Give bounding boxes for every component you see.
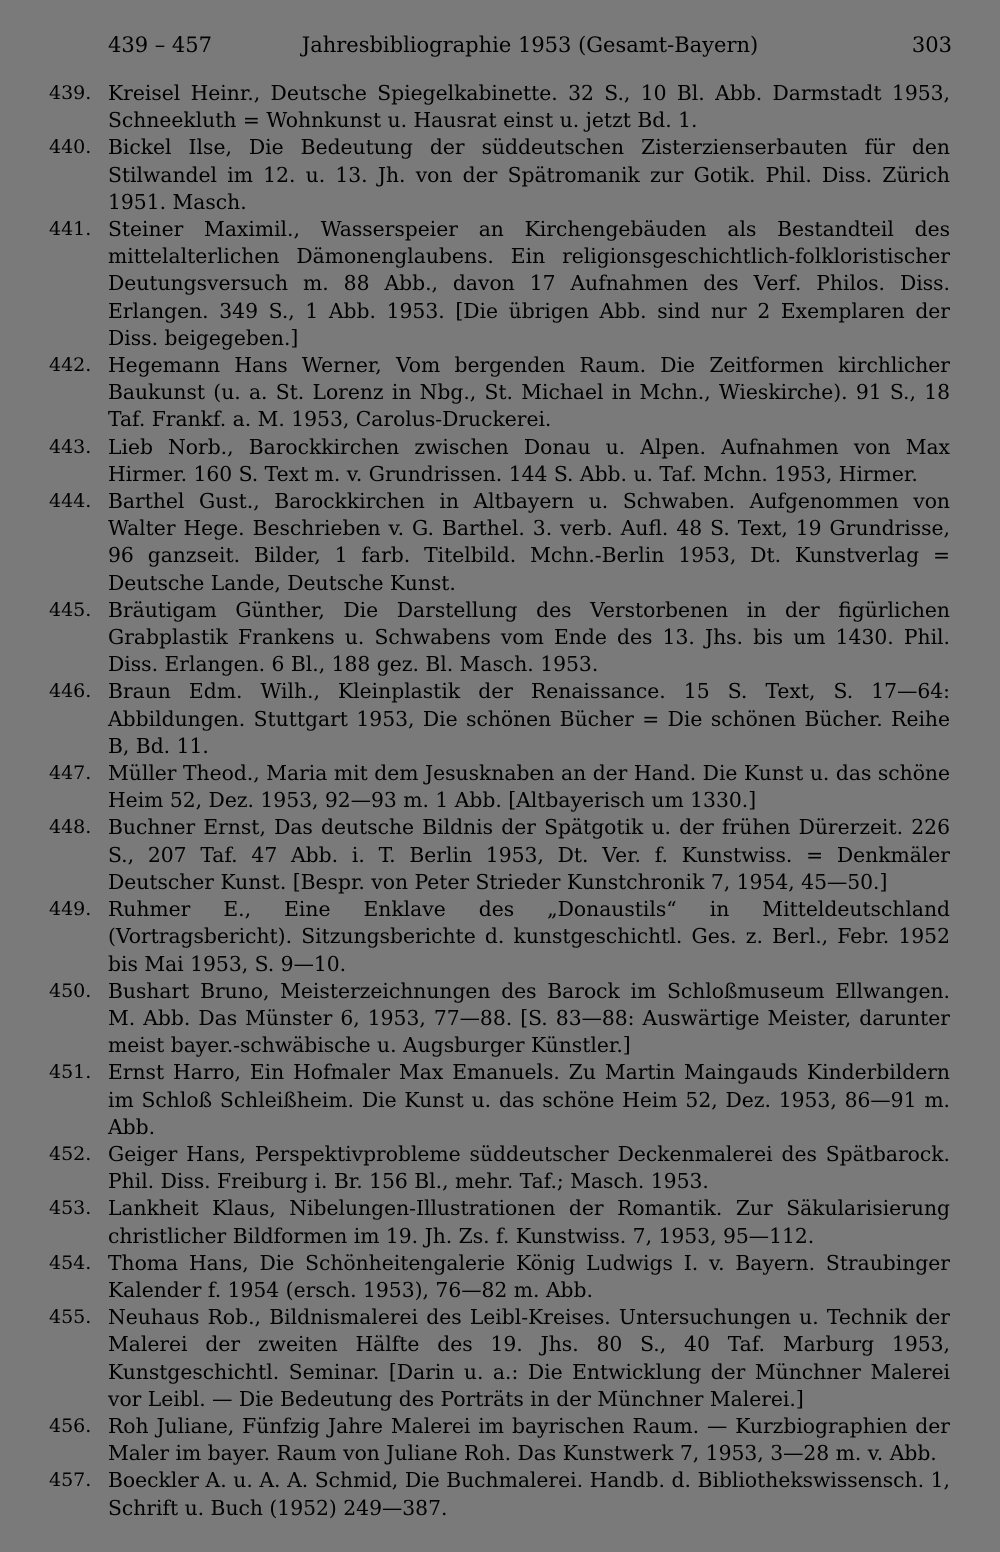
bibliography-entry: [0, 896, 1000, 978]
bibliography-entry: [0, 597, 1000, 679]
page-header: [108, 30, 952, 60]
bibliography-entry: [0, 814, 1000, 896]
bibliography-entry: [0, 1059, 1000, 1141]
bibliography-entry: [0, 1141, 1000, 1195]
entry-text: Lieb Norb., Barockkirchen zwischen Donau u. Alpen. Aufnahmen von Max Hirmer. 160 S. Text m. v. Grundrissen. 144 S. Abb. u. Taf. Mchn. 1953, Hirmer.: [108, 434, 950, 486]
entry-number: 454.: [49, 1251, 92, 1274]
entry-number: 443.: [49, 435, 92, 458]
bibliography-entry: [0, 1304, 1000, 1413]
entry-text: Steiner Maximil., Wasserspeier an Kirchengebäuden als Bestandteil des mittelalterlichen Dämonenglaubens. Ein religionsgeschichtlich-folkloristischer Deutungsversuch m. 88 Abb., davon 17 Aufnahmen des Verf. Philos. Diss. Erlangen. 349 S., 1 Abb. 1953. [Die übrigen Abb. sind nur 2 Exemplaren der Diss. beigegeben.]: [108, 217, 950, 350]
entry-number: 444.: [49, 490, 92, 513]
entry-number: 440.: [49, 136, 92, 159]
bibliography-entry: [0, 216, 1000, 352]
entry-number: 449.: [49, 898, 92, 921]
bibliography-entry: [0, 434, 1000, 488]
entry-text: Roh Juliane, Fünfzig Jahre Malerei im bayrischen Raum. — Kurzbiographien der Maler im bayer. Raum von Juliane Roh. Das Kunstwerk 7, 1953, 3—28 m. v. Abb.: [108, 1413, 950, 1466]
entry-text: Boeckler A. u. A. A. Schmid, Die Buchmalerei. Handb. d. Bibliothekswissensch. 1, Schrift u. Buch (1952) 249—387.: [108, 1468, 950, 1520]
entry-number: 448.: [49, 816, 92, 839]
entry-number: 456.: [49, 1414, 92, 1437]
entry-text: Bickel Ilse, Die Bedeutung der süddeutschen Zisterzienserbauten für den Stilwandel im 12. u. 13. Jh. von der Spätromanik zur Gotik. Phil. Diss. Zürich 1951. Masch.: [108, 135, 950, 214]
entry-text: Bräutigam Günther, Die Darstellung des Verstorbenen in der figürlichen Grabplastik Frankens u. Schwabens vom Ende des 13. Jhs. bis um 1430. Phil. Diss. Erlangen. 6 Bl., 188 gez. Bl. Masch. 1953.: [108, 597, 950, 677]
entry-text: Geiger Hans, Perspektivprobleme süddeutscher Deckenmalerei des Spätbarock. Phil. Diss. Freiburg i. Br. 156 Bl., mehr. Taf.; Masch. 1953.: [108, 1141, 950, 1194]
entry-text: Ernst Harro, Ein Hofmaler Max Emanuels. Zu Martin Maingauds Kinderbildern im Schloß Schleißheim. Die Kunst u. das schöne Heim 52, Dez. 1953, 86—91 m. Abb.: [108, 1060, 950, 1139]
bibliography-entry: [0, 760, 1000, 814]
bibliography-entry: [0, 678, 1000, 760]
bibliography-entry: [0, 80, 1000, 134]
entry-text: Kreisel Heinr., Deutsche Spiegelkabinette. 32 S., 10 Bl. Abb. Darmstadt 1953, Schneekluth = Wohnkunst u. Hausrat einst u. jetzt Bd. 1.: [108, 81, 950, 133]
entry-number: 453.: [49, 1197, 92, 1220]
bibliography-entry: [0, 1250, 1000, 1304]
entry-number: 441.: [49, 218, 92, 241]
bibliography-entry: [0, 978, 1000, 1060]
entry-number: 445.: [49, 598, 92, 621]
entry-text: Buchner Ernst, Das deutsche Bildnis der Spätgotik u. der frühen Dürerzeit. 226 S., 207 Taf. 47 Abb. i. T. Berlin 1953, Dt. Ver. f. Kunstwiss. = Denkmäler Deutscher Kunst. [Bespr. von Peter Strieder Kunstchronik 7, 1954, 45—50.]: [108, 815, 950, 894]
bibliography-entry: [0, 1413, 1000, 1467]
entry-text: Lankheit Klaus, Nibelungen-Illustrationen der Romantik. Zur Säkularisierung christlicher Bildformen im 19. Jh. Zs. f. Kunstwiss. 7, 1953, 95—112.: [108, 1196, 950, 1248]
bibliography-entry: [0, 352, 1000, 434]
bibliography-list: [0, 80, 1000, 1522]
entry-number: 457.: [49, 1469, 92, 1492]
entry-number: 452.: [49, 1142, 92, 1165]
entry-range: 439 – 457: [108, 33, 213, 57]
bibliography-entry: [0, 1467, 1000, 1521]
entry-number: 451.: [49, 1061, 92, 1084]
entry-text: Thoma Hans, Die Schönheitengalerie König Ludwigs I. v. Bayern. Straubinger Kalender f. 1954 (ersch. 1953), 76—82 m. Abb.: [108, 1250, 950, 1302]
running-title: Jahresbibliographie 1953 (Gesamt-Bayern): [301, 33, 759, 57]
entry-number: 446.: [49, 680, 92, 703]
entry-number: 450.: [49, 979, 92, 1002]
entry-number: 442.: [49, 354, 92, 377]
entry-text: Bushart Bruno, Meisterzeichnungen des Barock im Schloßmuseum Ellwangen. M. Abb. Das Münster 6, 1953, 77—88. [S. 83—88: Auswärtige Meister, darunter meist bayer.-schwäbische u. Augsburger Künstler.]: [108, 978, 950, 1058]
entry-number: 439.: [49, 82, 92, 104]
entry-text: Hegemann Hans Werner, Vom bergenden Raum. Die Zeitformen kirchlicher Baukunst (u. a. St. Lorenz in Nbg., St. Michael in Mchn., Wieskirche). 91 S., 18 Taf. Frankf. a. M. 1953, Carolus-Druckerei.: [108, 353, 950, 432]
entry-number: 447.: [49, 762, 92, 785]
entry-text: Ruhmer E., Eine Enklave des „Donaustils“ in Mitteldeutschland (Vortragsbericht). Sitzungsberichte d. kunstgeschichtl. Ges. z. Berl., Febr. 1952 bis Mai 1953, S. 9—10.: [108, 897, 950, 976]
bibliography-entry: [0, 134, 1000, 216]
entry-text: Neuhaus Rob., Bildnismalerei des Leibl-Kreises. Untersuchungen u. Technik der Malerei der zweiten Hälfte des 19. Jhs. 80 S., 40 Taf. Marburg 1953, Kunstgeschichtl. Seminar. [Darin u. a.: Die Entwicklung der Münchner Malerei vor Leibl. — Die Bedeutung des Porträts in der Münchner Malerei.]: [108, 1305, 950, 1411]
bibliography-entry: [0, 488, 1000, 597]
entry-text: Braun Edm. Wilh., Kleinplastik der Renaissance. 15 S. Text, S. 17—64: Abbildungen. Stuttgart 1953, Die schönen Bücher = Die schönen Bücher. Reihe B, Bd. 11.: [108, 679, 950, 758]
bibliography-entry: [0, 1195, 1000, 1249]
entry-text: Müller Theod., Maria mit dem Jesusknaben an der Hand. Die Kunst u. das schöne Heim 52, Dez. 1953, 92—93 m. 1 Abb. [Altbayerisch um 1330.]: [108, 761, 950, 813]
page-number: 303: [911, 33, 952, 57]
entry-number: 455.: [49, 1306, 92, 1329]
entry-text: Barthel Gust., Barockkirchen in Altbayern u. Schwaben. Aufgenommen von Walter Hege. Beschrieben v. G. Barthel. 3. verb. Aufl. 48 S. Text, 19 Grundrisse, 96 ganzseit. Bilder, 1 farb. Titelbild. Mchn.-Berlin 1953, Dt. Kunstverlag = Deutsche Lande, Deutsche Kunst.: [108, 489, 950, 595]
